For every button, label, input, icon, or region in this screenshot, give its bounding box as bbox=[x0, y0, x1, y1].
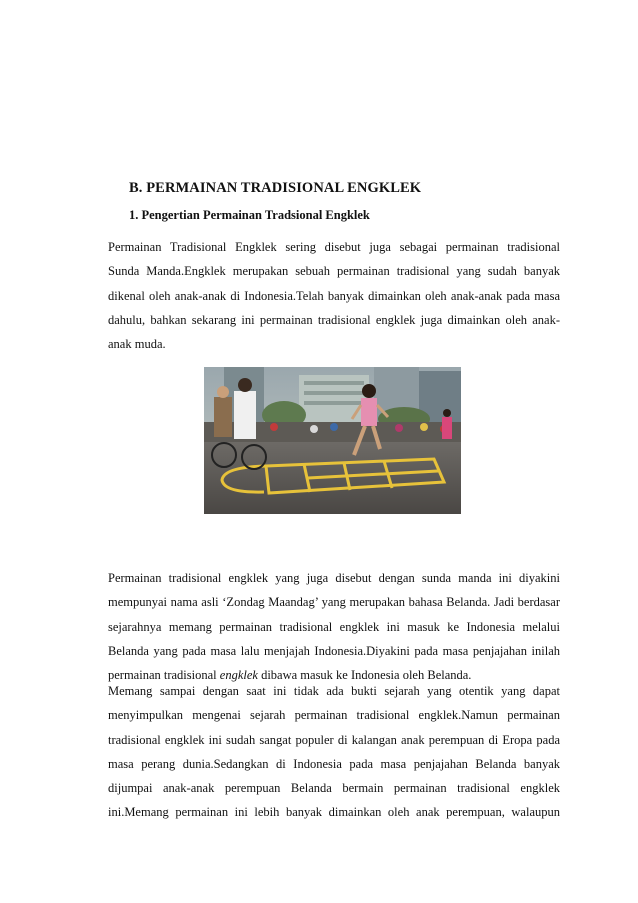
engklek-photo bbox=[204, 367, 461, 514]
paragraph-line: tradisional engklek ini sudah sangat populer di kalangan anak perempuan di Eropa pada bbox=[108, 732, 560, 747]
paragraph-1 bbox=[108, 235, 560, 356]
subsection-heading: 1. Pengertian Permainan Tradsional Engklek bbox=[129, 208, 370, 222]
paragraph-2 bbox=[108, 566, 560, 687]
paragraph-line: Sunda Manda.Engklek merupakan sebuah permainan tradisional yang sudah banyak bbox=[108, 264, 560, 279]
paragraph-text: dibawa masuk ke Indonesia oleh Belanda. bbox=[257, 668, 472, 683]
paragraph-line: Permainan tradisional engklek yang juga disebut dengan sunda manda ini diyakini bbox=[108, 571, 560, 585]
paragraph-line: ini.Memang permainan ini lebih banyak dimainkan oleh anak perempuan, walaupun bbox=[108, 805, 560, 820]
paragraph-line: dikenal oleh anak-anak di Indonesia.Telah banyak dimainkan oleh anak-anak pada masa bbox=[108, 288, 560, 303]
paragraph-3 bbox=[108, 679, 560, 825]
paragraph-line: Memang sampai dengan saat ini tidak ada bukti sejarah yang otentik yang dapat bbox=[108, 684, 560, 698]
paragraph-line: masa perang dunia.Sedangkan di Indonesia pada masa penjajahan Belanda banyak bbox=[108, 756, 560, 771]
paragraph-line: anak muda. bbox=[108, 337, 166, 352]
paragraph-text: permainan tradisional bbox=[108, 668, 220, 683]
italic-term: engklek bbox=[219, 668, 258, 683]
section-heading: B. PERMAINAN TRADISIONAL ENGKLEK bbox=[129, 180, 422, 196]
paragraph-line: mempunyai nama asli ‘Zondag Maandag’ yang merupakan bahasa Belanda. Jadi berdasar bbox=[108, 595, 560, 610]
paragraph-line: menyimpulkan mengenai sejarah permainan tradisional engklek.Namun permainan bbox=[108, 708, 560, 723]
paragraph-line: dijumpai anak-anak perempuan Belanda bermain permainan tradisional engklek bbox=[108, 781, 560, 796]
paragraph-line: Belanda yang pada masa lalu menjajah Indonesia.Diyakini pada masa penjajahan inilah bbox=[108, 643, 560, 658]
paragraph-line: dahulu, bahkan sekarang ini permainan tradisional engklek juga dimainkan oleh anak- bbox=[108, 312, 560, 327]
paragraph-line: sejarahnya memang permainan tradisional engklek ini masuk ke Indonesia melalui bbox=[108, 619, 560, 634]
paragraph-line: Permainan Tradisional Engklek sering disebut juga sebagai permainan tradisional bbox=[108, 240, 560, 254]
